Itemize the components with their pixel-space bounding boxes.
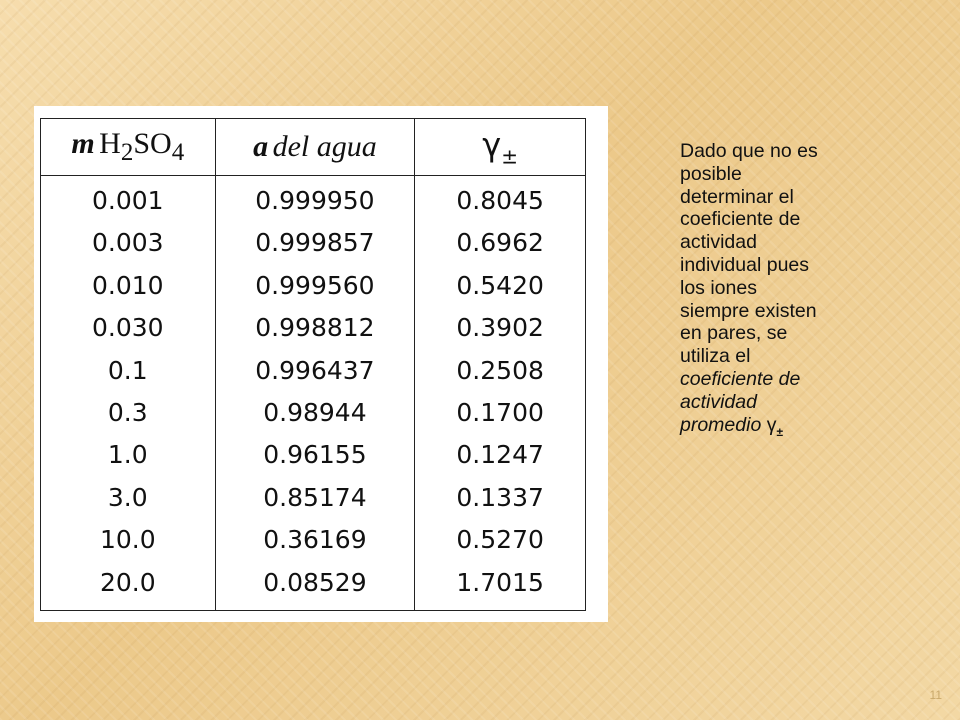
cell-gamma: 1.7015 <box>415 562 586 611</box>
explanation-line: los iones <box>680 276 757 299</box>
explanation-line: siempre existen <box>680 299 817 322</box>
page-number: 11 <box>929 688 942 702</box>
table-row <box>41 477 586 519</box>
explanation-line: utiliza el <box>680 345 751 368</box>
table-row <box>41 307 586 349</box>
cell-molality: 0.001 <box>41 176 216 223</box>
header-water-activity <box>215 119 415 176</box>
explanation-line: en pares, se <box>680 322 788 345</box>
cell-gamma: 0.1337 <box>415 477 586 519</box>
cell-molality: 3.0 <box>41 477 216 519</box>
activity-table <box>40 118 586 611</box>
cell-gamma: 0.5420 <box>415 265 586 307</box>
cell-gamma: 0.5270 <box>415 519 586 561</box>
table-row <box>41 176 586 223</box>
cell-water-activity: 0.999857 <box>215 222 415 264</box>
cell-gamma: 0.3902 <box>415 307 586 349</box>
header-formula: $H_2SO_4$ <box>99 127 185 166</box>
cell-gamma: 0.2508 <box>415 350 586 392</box>
cell-water-activity: 0.98944 <box>215 392 415 434</box>
header-m-symbol: m <box>71 127 95 160</box>
explanation-text <box>680 140 880 443</box>
explanation-line: posible <box>680 162 742 185</box>
cell-molality: 1.0 <box>41 434 216 476</box>
cell-molality: 20.0 <box>41 562 216 611</box>
cell-gamma: 0.6962 <box>415 222 586 264</box>
table-row <box>41 222 586 264</box>
table-row <box>41 265 586 307</box>
cell-molality: 0.003 <box>41 222 216 264</box>
table-row <box>41 519 586 561</box>
header-molality <box>41 119 216 176</box>
explanation-line: actividad <box>680 231 757 254</box>
cell-gamma: 0.1700 <box>415 392 586 434</box>
cell-water-activity: 0.08529 <box>215 562 415 611</box>
cell-molality: 0.1 <box>41 350 216 392</box>
header-del-agua: del agua <box>272 130 377 163</box>
cell-water-activity: 0.999950 <box>215 176 415 223</box>
explanation-line-italic: actividad <box>680 390 757 413</box>
explanation-line: individual pues <box>680 253 810 276</box>
header-gamma <box>415 119 586 176</box>
cell-water-activity: 0.96155 <box>215 434 415 476</box>
cell-molality: 10.0 <box>41 519 216 561</box>
explanation-line: coeficiente de <box>680 208 801 231</box>
cell-molality: 0.010 <box>41 265 216 307</box>
table-header-row <box>41 119 586 176</box>
cell-gamma: 0.8045 <box>415 176 586 223</box>
explanation-line: determinar el <box>680 185 794 208</box>
table-row <box>41 350 586 392</box>
table-panel <box>34 106 608 622</box>
table-row <box>41 434 586 476</box>
gamma-subscript: ± <box>776 424 784 439</box>
cell-water-activity: 0.999560 <box>215 265 415 307</box>
explanation-line-italic: coeficiente de <box>680 367 801 390</box>
cell-molality: 0.030 <box>41 307 216 349</box>
header-gamma-symbol: $\gamma_\pm$ <box>482 125 518 169</box>
table-row <box>41 562 586 611</box>
cell-water-activity: 0.996437 <box>215 350 415 392</box>
table-row <box>41 392 586 434</box>
gamma-symbol: γ <box>766 413 777 436</box>
table-body <box>41 176 586 611</box>
explanation-last-line <box>680 414 880 444</box>
cell-water-activity: 0.36169 <box>215 519 415 561</box>
cell-water-activity: 0.85174 <box>215 477 415 519</box>
header-a-symbol: a <box>253 130 269 163</box>
explanation-promedio: promedio <box>680 413 762 436</box>
explanation-line: Dado que no es <box>680 140 818 162</box>
cell-gamma: 0.1247 <box>415 434 586 476</box>
cell-molality: 0.3 <box>41 392 216 434</box>
cell-water-activity: 0.998812 <box>215 307 415 349</box>
